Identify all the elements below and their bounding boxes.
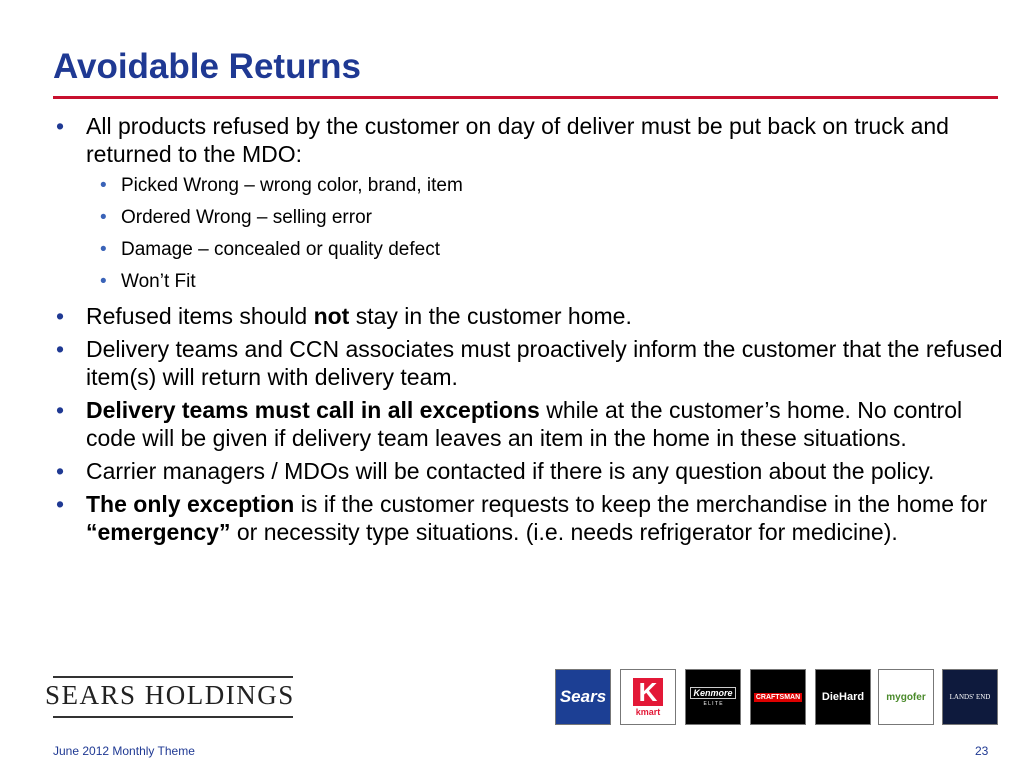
sub-bullet-icon: •	[100, 271, 107, 292]
bullet-text	[86, 491, 987, 545]
bullet-item	[56, 335, 1006, 391]
sub-bullet-text: Won’t Fit	[121, 271, 196, 292]
bullet-text	[86, 397, 962, 451]
kenmore-logo-text: Kenmore	[690, 687, 735, 699]
logo-bottom-rule	[53, 716, 293, 718]
kenmore-elite-text: E L I T E	[703, 701, 723, 707]
sears-logo-text: Sears	[559, 687, 607, 706]
bullet-text: Carrier managers / MDOs will be contacted if there is any question about the policy.	[86, 458, 935, 484]
title-divider	[53, 96, 998, 99]
lands-end-logo	[942, 669, 998, 725]
craftsman-logo	[750, 669, 806, 725]
sub-bullet-icon: •	[100, 175, 107, 196]
bullet-emphasis: The only exception	[86, 491, 295, 517]
logo-text: SEARS HOLDINGS	[45, 680, 295, 710]
bullet-icon: •	[56, 113, 65, 139]
sub-bullet-text: Ordered Wrong – selling error	[121, 207, 372, 228]
kenmore-elite-logo	[685, 669, 741, 725]
sears-logo	[555, 669, 611, 725]
sub-bullet-text: Picked Wrong – wrong color, brand, item	[121, 175, 463, 196]
diehard-logo	[815, 669, 871, 725]
bullet-emphasis: not	[313, 303, 350, 329]
bullet-item	[56, 490, 1006, 546]
bullet-text-part: or necessity type situations. (i.e. needs refrigerator for medicine).	[230, 519, 898, 545]
sub-bullet-item	[56, 270, 1006, 294]
bullet-icon: •	[56, 397, 65, 423]
bullet-item	[56, 396, 1006, 452]
bullet-text	[86, 303, 632, 329]
bullet-text: Delivery teams and CCN associates must proactively inform the customer that the refused item(s) will return with delivery team.	[86, 336, 1003, 390]
bullet-item	[56, 302, 1006, 330]
sub-bullet-icon: •	[100, 239, 107, 260]
bullet-text-part: stay in the customer home.	[349, 303, 632, 329]
bullet-list	[56, 112, 1006, 551]
sub-bullet-item	[56, 174, 1006, 198]
kmart-logo	[620, 669, 676, 725]
bullet-text-part: while at the customer’s home. No control code will be given if delivery team leaves an item in the home in these situations.	[86, 397, 963, 451]
kmart-logo-text: kmart	[635, 706, 661, 717]
mygofer-logo	[878, 669, 934, 725]
sub-bullet-item	[56, 206, 1006, 230]
bullet-emphasis: Delivery teams must call in all exceptions	[86, 397, 540, 423]
sub-bullet-list	[56, 174, 1006, 294]
logo-top-rule	[53, 676, 293, 678]
bullet-icon: •	[56, 303, 65, 329]
bullet-icon: •	[56, 336, 65, 362]
bullet-item	[56, 457, 1006, 485]
bullet-text-part: is if the customer requests to keep the merchandise in the home for	[294, 491, 988, 517]
mygofer-logo-text: mygofer	[886, 691, 926, 703]
bullet-emphasis: “emergency”	[86, 519, 231, 545]
bullet-icon: •	[56, 491, 65, 517]
bullet-icon: •	[56, 458, 65, 484]
bullet-item	[56, 112, 1006, 168]
bullet-text: All products refused by the customer on day of deliver must be put back on truck and returned to the MDO:	[86, 113, 949, 167]
kmart-k-mark: K	[633, 678, 663, 706]
slide-title: Avoidable Returns	[53, 47, 361, 86]
sub-bullet-icon: •	[100, 207, 107, 228]
lands-end-logo-text: LANDS' END	[949, 693, 991, 701]
craftsman-logo-text: CRAFTSMAN	[755, 693, 801, 701]
diehard-logo-text: DieHard	[821, 691, 865, 703]
page-number: 23	[975, 744, 989, 758]
footer-date: June 2012 Monthly Theme	[53, 744, 195, 758]
bullet-text-part: Refused items should	[86, 303, 314, 329]
sub-bullet-text: Damage – concealed or quality defect	[121, 239, 440, 260]
sub-bullet-item	[56, 238, 1006, 262]
